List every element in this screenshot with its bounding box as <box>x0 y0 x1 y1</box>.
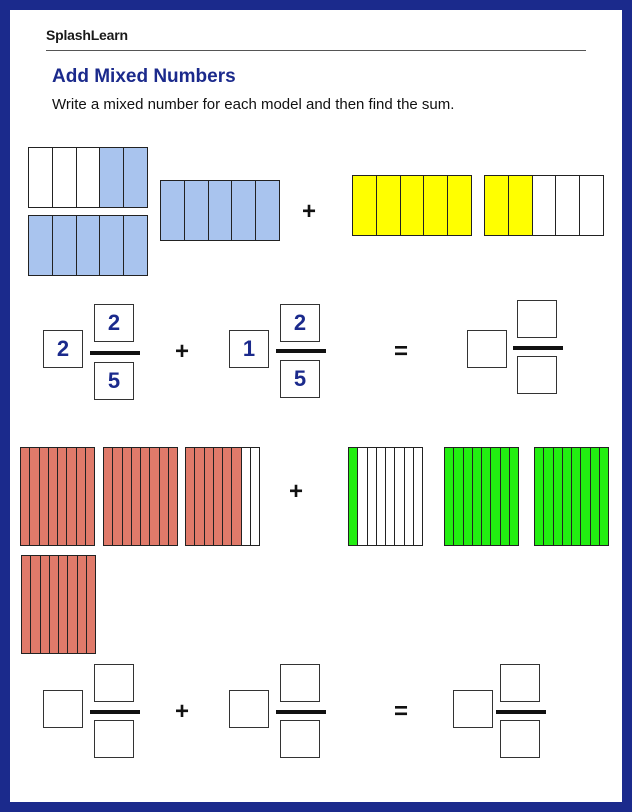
plus-sign: + <box>289 478 304 505</box>
model-part <box>405 448 414 545</box>
model-part <box>464 448 473 545</box>
model-part <box>58 448 67 545</box>
model-bar <box>484 175 604 236</box>
numerator-box[interactable]: 2 <box>280 304 320 342</box>
numerator-box[interactable] <box>280 664 320 702</box>
model-part <box>53 216 77 275</box>
model-part <box>78 556 87 653</box>
header-divider <box>46 50 586 51</box>
sum-denominator-box[interactable] <box>500 720 540 758</box>
model-part <box>482 448 491 545</box>
model-bar <box>21 555 96 654</box>
model-part <box>251 448 259 545</box>
denominator-box[interactable]: 5 <box>94 362 134 400</box>
model-part <box>232 181 256 240</box>
model-part <box>185 181 209 240</box>
model-part <box>205 448 214 545</box>
model-part <box>454 448 463 545</box>
model-part <box>195 448 204 545</box>
model-part <box>100 148 124 207</box>
model-part <box>377 176 401 235</box>
sum-whole-box[interactable] <box>467 330 507 368</box>
model-bar <box>28 215 148 276</box>
model-part <box>186 448 195 545</box>
model-part <box>100 216 124 275</box>
model-part <box>256 181 279 240</box>
fraction-bar <box>496 710 546 714</box>
model-bar <box>185 447 260 546</box>
equals-sign: = <box>394 698 409 725</box>
model-part <box>377 448 386 545</box>
sum-numerator-box[interactable] <box>517 300 557 338</box>
model-part <box>87 556 95 653</box>
model-part <box>600 448 608 545</box>
model-part <box>349 448 358 545</box>
model-part <box>53 148 77 207</box>
fraction-bar <box>276 349 326 353</box>
model-part <box>77 216 101 275</box>
worksheet-instruction: Write a mixed number for each model and then find the sum. <box>52 96 455 113</box>
sum-whole-box[interactable] <box>453 690 493 728</box>
model-part <box>580 176 603 235</box>
plus-sign: + <box>175 338 190 365</box>
worksheet-title: Add Mixed Numbers <box>52 66 236 87</box>
model-part <box>414 448 422 545</box>
model-part <box>77 448 86 545</box>
denominator-box[interactable] <box>280 720 320 758</box>
worksheet-page <box>10 10 622 802</box>
model-part <box>209 181 233 240</box>
model-bar <box>352 175 472 236</box>
model-part <box>132 448 141 545</box>
model-part <box>31 556 40 653</box>
model-bar <box>444 447 519 546</box>
model-part <box>68 556 77 653</box>
model-part <box>554 448 563 545</box>
model-part <box>448 176 471 235</box>
model-part <box>124 216 147 275</box>
sum-numerator-box[interactable] <box>500 664 540 702</box>
model-part <box>510 448 518 545</box>
model-part <box>150 448 159 545</box>
model-part <box>544 448 553 545</box>
fraction-bar <box>90 710 140 714</box>
fraction-bar <box>513 346 563 350</box>
equals-sign: = <box>394 338 409 365</box>
model-part <box>556 176 580 235</box>
sum-denominator-box[interactable] <box>517 356 557 394</box>
model-part <box>124 148 147 207</box>
model-part <box>368 448 377 545</box>
whole-number-box[interactable] <box>229 690 269 728</box>
model-part <box>161 181 185 240</box>
model-part <box>50 556 59 653</box>
model-part <box>535 448 544 545</box>
model-bar <box>160 180 280 241</box>
model-part <box>358 448 367 545</box>
model-part <box>563 448 572 545</box>
model-part <box>77 148 101 207</box>
model-bar <box>348 447 423 546</box>
model-part <box>386 448 395 545</box>
model-part <box>214 448 223 545</box>
model-part <box>104 448 113 545</box>
model-part <box>29 148 53 207</box>
model-part <box>40 448 49 545</box>
model-part <box>509 176 533 235</box>
numerator-box[interactable]: 2 <box>94 304 134 342</box>
model-part <box>59 556 68 653</box>
model-part <box>395 448 404 545</box>
model-part <box>49 448 58 545</box>
model-part <box>67 448 76 545</box>
model-part <box>86 448 94 545</box>
model-part <box>232 448 241 545</box>
brand-logo: SplashLearn <box>46 27 128 43</box>
model-part <box>29 216 53 275</box>
model-part <box>41 556 50 653</box>
model-part <box>473 448 482 545</box>
model-part <box>591 448 600 545</box>
model-part <box>223 448 232 545</box>
model-part <box>242 448 251 545</box>
model-part <box>141 448 150 545</box>
whole-number-box[interactable]: 2 <box>43 330 83 368</box>
plus-sign: + <box>302 198 317 225</box>
model-part <box>533 176 557 235</box>
fraction-bar <box>276 710 326 714</box>
model-bar <box>28 147 148 208</box>
model-part <box>501 448 510 545</box>
model-part <box>572 448 581 545</box>
model-part <box>113 448 122 545</box>
model-part <box>445 448 454 545</box>
model-bar <box>103 447 178 546</box>
numerator-box[interactable] <box>94 664 134 702</box>
denominator-box[interactable] <box>94 720 134 758</box>
model-part <box>30 448 39 545</box>
model-part <box>353 176 377 235</box>
model-part <box>160 448 169 545</box>
model-part <box>485 176 509 235</box>
model-part <box>123 448 132 545</box>
model-part <box>22 556 31 653</box>
plus-sign: + <box>175 698 190 725</box>
model-part <box>169 448 177 545</box>
model-part <box>491 448 500 545</box>
fraction-bar <box>90 351 140 355</box>
model-part <box>581 448 590 545</box>
model-bar <box>534 447 609 546</box>
model-bar <box>20 447 95 546</box>
model-part <box>424 176 448 235</box>
model-part <box>401 176 425 235</box>
whole-number-box[interactable] <box>43 690 83 728</box>
denominator-box[interactable]: 5 <box>280 360 320 398</box>
whole-number-box[interactable]: 1 <box>229 330 269 368</box>
model-part <box>21 448 30 545</box>
